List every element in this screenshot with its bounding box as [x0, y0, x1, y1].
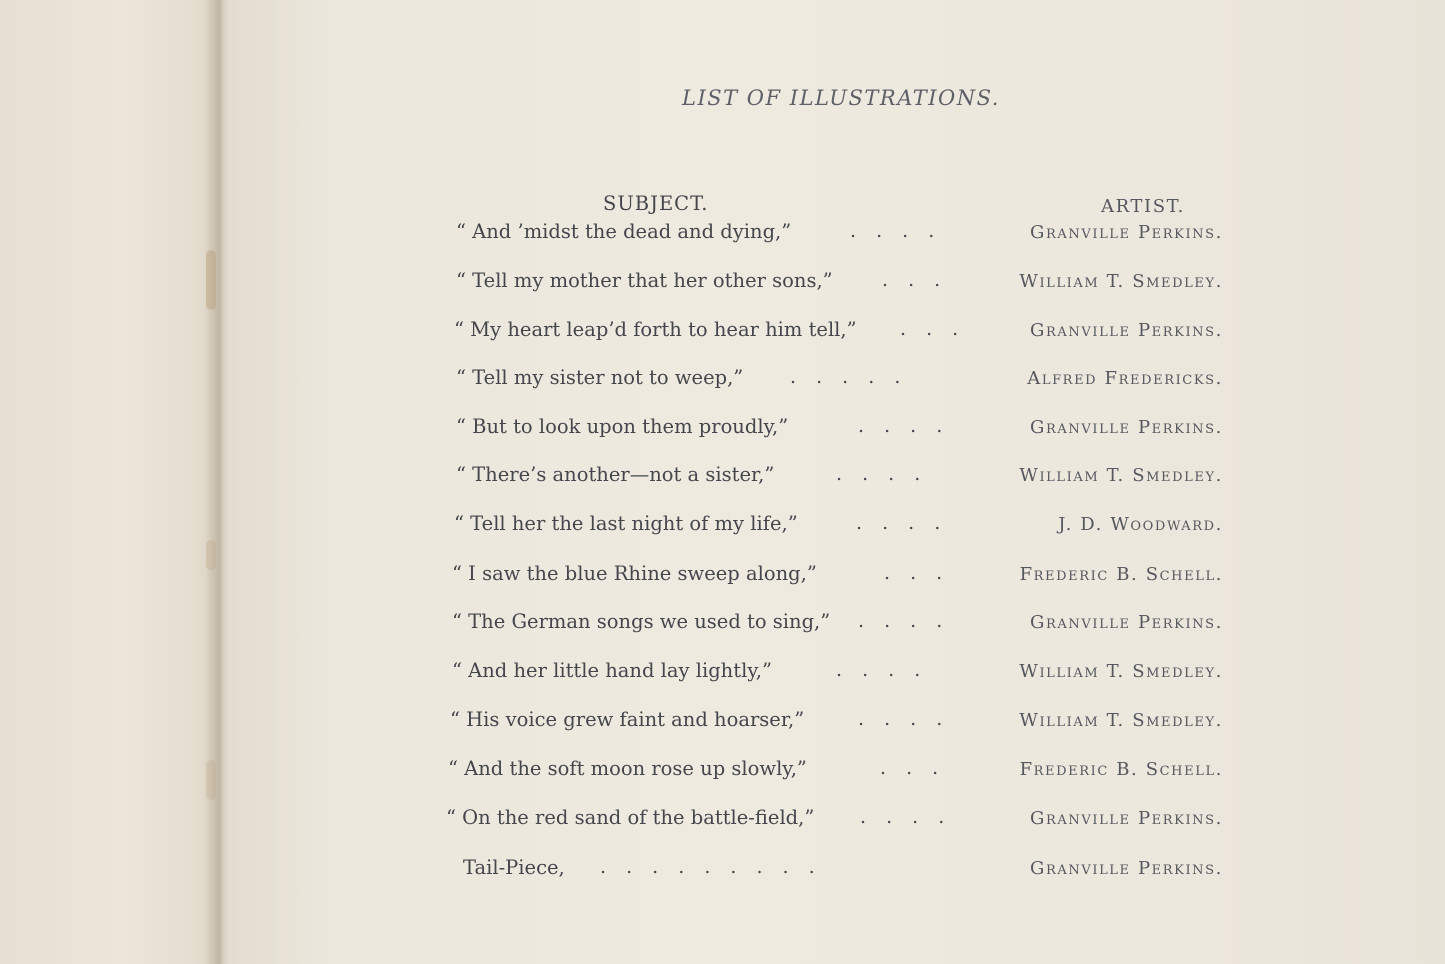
dot-leaders: . . . . .	[790, 366, 901, 388]
list-item	[0, 269, 1445, 309]
list-item	[0, 220, 1445, 260]
page-title: LIST OF ILLUSTRATIONS.	[682, 86, 1000, 110]
illustration-subject: “ I saw the blue Rhine sweep along,”	[452, 562, 817, 585]
list-item	[0, 562, 1445, 602]
dot-leaders: . . .	[884, 562, 943, 584]
illustration-subject: “ And ’midst the dead and dying,”	[456, 220, 792, 243]
illustration-subject: “ There’s another—not a sister,”	[456, 463, 775, 486]
illustration-artist: William T. Smedley.	[1019, 465, 1223, 486]
list-item	[0, 659, 1445, 699]
illustration-subject: “ Tell my sister not to weep,”	[456, 366, 744, 389]
dot-leaders: . . . .	[858, 708, 943, 730]
subject-column-header: SUBJECT.	[603, 192, 709, 215]
illustration-artist: William T. Smedley.	[1019, 710, 1223, 731]
illustration-artist: Alfred Fredericks.	[1027, 368, 1223, 389]
list-item	[0, 856, 1445, 896]
dot-leaders: . . .	[882, 269, 941, 291]
dot-leaders: . . . .	[858, 610, 943, 632]
dot-leaders: . . . .	[860, 806, 945, 828]
dot-leaders: . . . .	[836, 659, 921, 681]
list-item	[0, 610, 1445, 650]
illustration-artist: Frederic B. Schell.	[1019, 564, 1223, 585]
dot-leaders: . . . .	[850, 220, 935, 242]
list-item	[0, 318, 1445, 358]
illustration-artist: Granville Perkins.	[1030, 417, 1223, 438]
illustration-artist: Granville Perkins.	[1030, 222, 1223, 243]
dot-leaders: . . .	[880, 757, 939, 779]
illustration-subject: “ The German songs we used to sing,”	[452, 610, 831, 633]
illustration-subject: “ And the soft moon rose up slowly,”	[448, 757, 807, 780]
illustration-artist: William T. Smedley.	[1019, 661, 1223, 682]
illustration-subject: “ His voice grew faint and hoarser,”	[450, 708, 805, 731]
illustration-subject: “ On the red sand of the battle-field,”	[446, 806, 815, 829]
dot-leaders: . . .	[900, 318, 959, 340]
list-item	[0, 366, 1445, 406]
illustration-artist: Granville Perkins.	[1030, 320, 1223, 341]
dot-leaders: . . . .	[856, 512, 941, 534]
illustration-subject: “ But to look upon them proudly,”	[456, 415, 789, 438]
list-item	[0, 708, 1445, 748]
list-item	[0, 806, 1445, 846]
artist-column-header: ARTIST.	[1101, 196, 1185, 217]
illustration-subject: “ Tell her the last night of my life,”	[454, 512, 798, 535]
illustration-artist: Granville Perkins.	[1030, 808, 1223, 829]
illustration-artist: Granville Perkins.	[1030, 612, 1223, 633]
list-item	[0, 463, 1445, 503]
list-item	[0, 757, 1445, 797]
list-item	[0, 512, 1445, 552]
dot-leaders: . . . .	[858, 415, 943, 437]
dot-leaders: . . . . . . . . .	[600, 856, 815, 878]
illustration-subject: “ And her little hand lay lightly,”	[452, 659, 772, 682]
illustration-subject: “ My heart leap’d forth to hear him tell,”	[454, 318, 857, 341]
illustration-artist: William T. Smedley.	[1019, 271, 1223, 292]
list-item	[0, 415, 1445, 455]
illustration-subject: “ Tell my mother that her other sons,”	[456, 269, 833, 292]
dot-leaders: . . . .	[836, 463, 921, 485]
illustration-artist: J. D. Woodward.	[1058, 514, 1223, 535]
illustration-subject: Tail-Piece,	[463, 856, 565, 879]
illustration-artist: Frederic B. Schell.	[1019, 759, 1223, 780]
illustration-artist: Granville Perkins.	[1030, 858, 1223, 879]
